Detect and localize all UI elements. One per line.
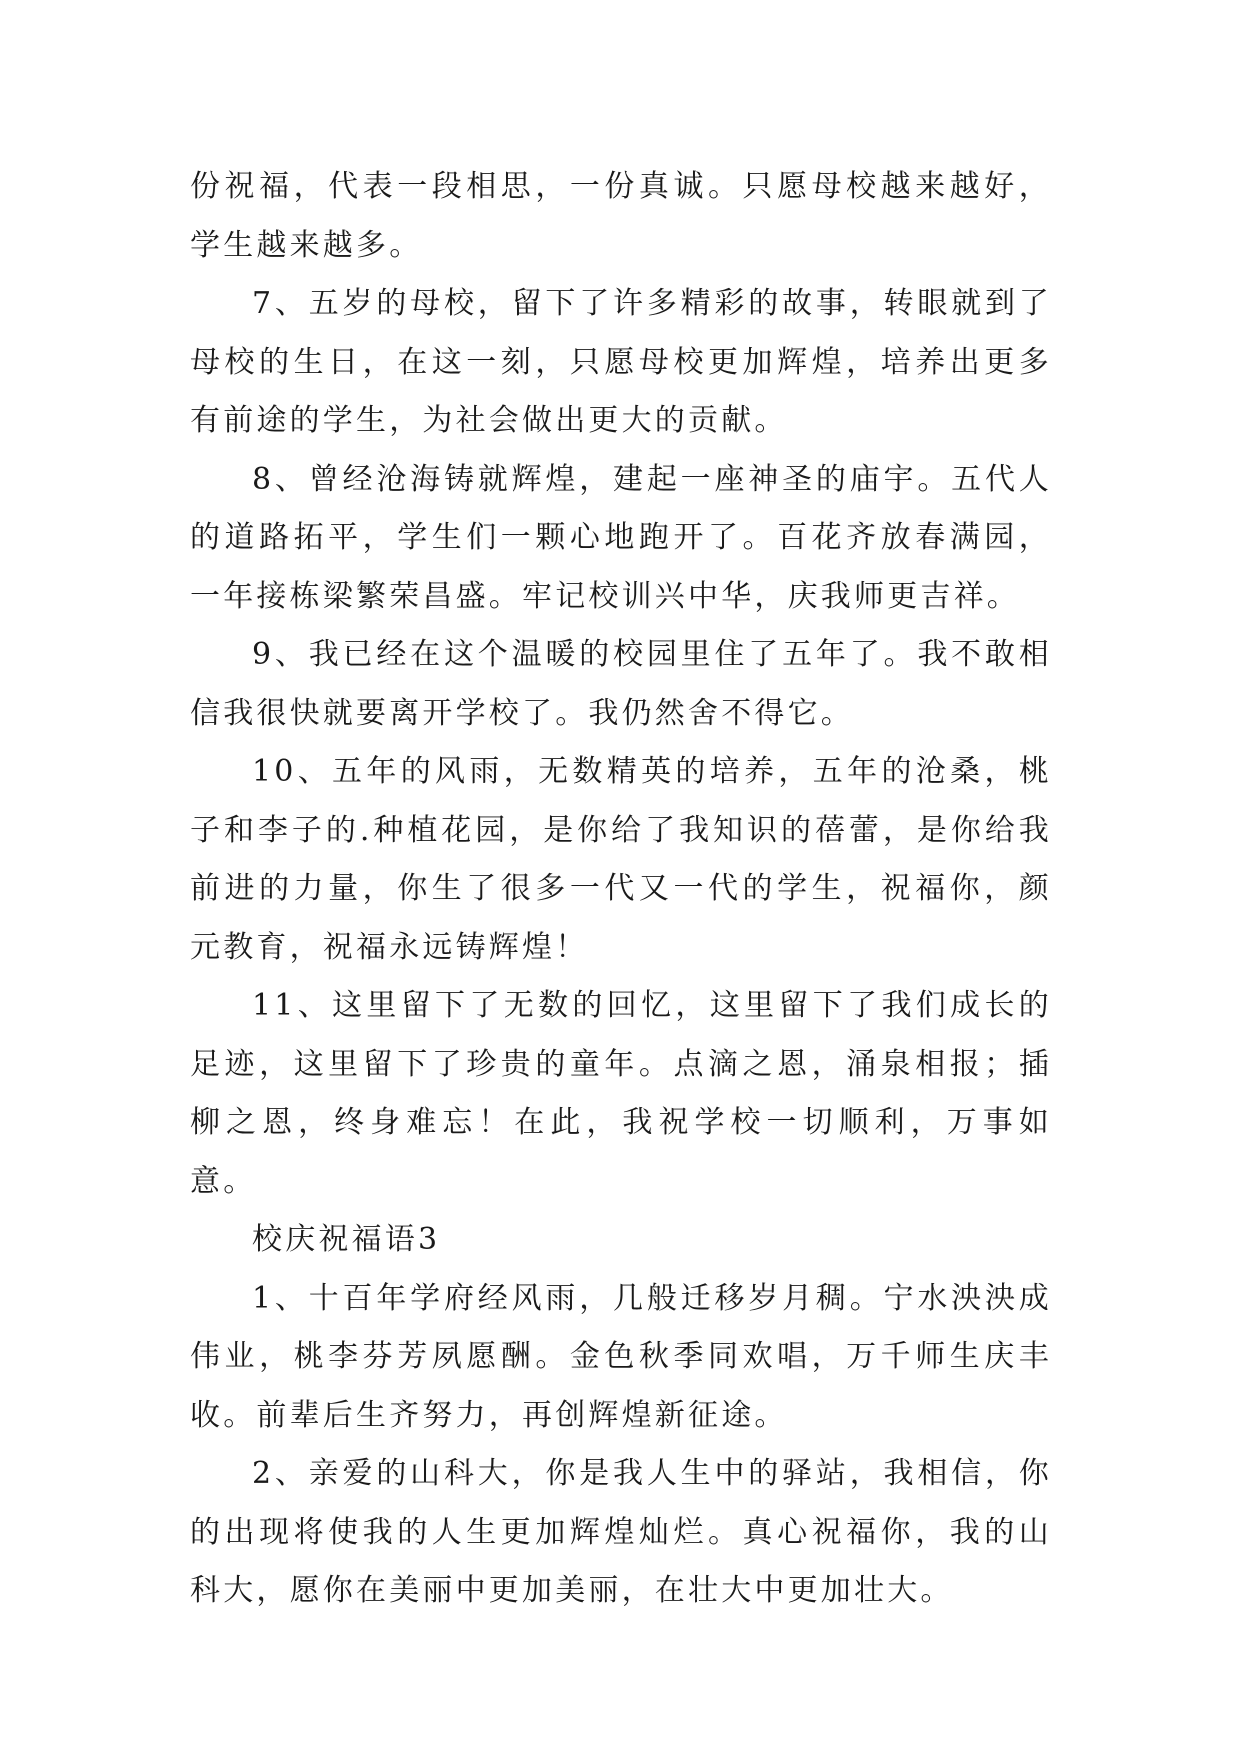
paragraph-item-10: 10、五年的风雨，无数精英的培养，五年的沧桑，桃子和李子的.种植花园，是你给了我知识的蓓蕾，是你给我前进的力量，你生了很多一代又一代的学生，祝福你，颜元教育，祝福永远铸辉煌！ bbox=[190, 754, 1052, 965]
paragraph-item-1: 1、十百年学府经风雨，几般迁移岁月稠。宁水泱泱成伟业，桃李芬芳夙愿酬。金色秋季同欢唱，万千师生庆丰收。前辈后生齐努力，再创辉煌新征途。 bbox=[190, 1280, 1052, 1433]
paragraph-item-8: 8、曾经沧海铸就辉煌，建起一座神圣的庙宇。五代人的道路拓平，学生们一颗心地跑开了。百花齐放春满园，一年接栋梁繁荣昌盛。牢记校训兴中华，庆我师更吉祥。 bbox=[190, 461, 1052, 614]
paragraph-item-9: 9、我已经在这个温暖的校园里住了五年了。我不敢相信我很快就要离开学校了。我仍然舍不得它。 bbox=[190, 637, 1052, 731]
paragraph-item-2: 2、亲爱的山科大，你是我人生中的驿站，我相信，你的出现将使我的人生更加辉煌灿烂。真心祝福你，我的山科大，愿你在美丽中更加美丽，在壮大中更加壮大。 bbox=[190, 1456, 1052, 1608]
section-heading: 校庆祝福语3 bbox=[252, 1222, 441, 1257]
paragraph-continuation: 份祝福，代表一段相思，一份真诚。只愿母校越来越好，学生越来越多。 bbox=[190, 169, 1052, 263]
document-body bbox=[190, 158, 1052, 1621]
paragraph-item-11: 11、这里留下了无数的回忆，这里留下了我们成长的足迹，这里留下了珍贵的童年。点滴之恩，涌泉相报；插柳之恩，终身难忘！在此，我祝学校一切顺利，万事如意。 bbox=[190, 988, 1052, 1199]
paragraph-item-7: 7、五岁的母校，留下了许多精彩的故事，转眼就到了母校的生日，在这一刻，只愿母校更加辉煌，培养出更多有前途的学生，为社会做出更大的贡献。 bbox=[190, 286, 1052, 438]
